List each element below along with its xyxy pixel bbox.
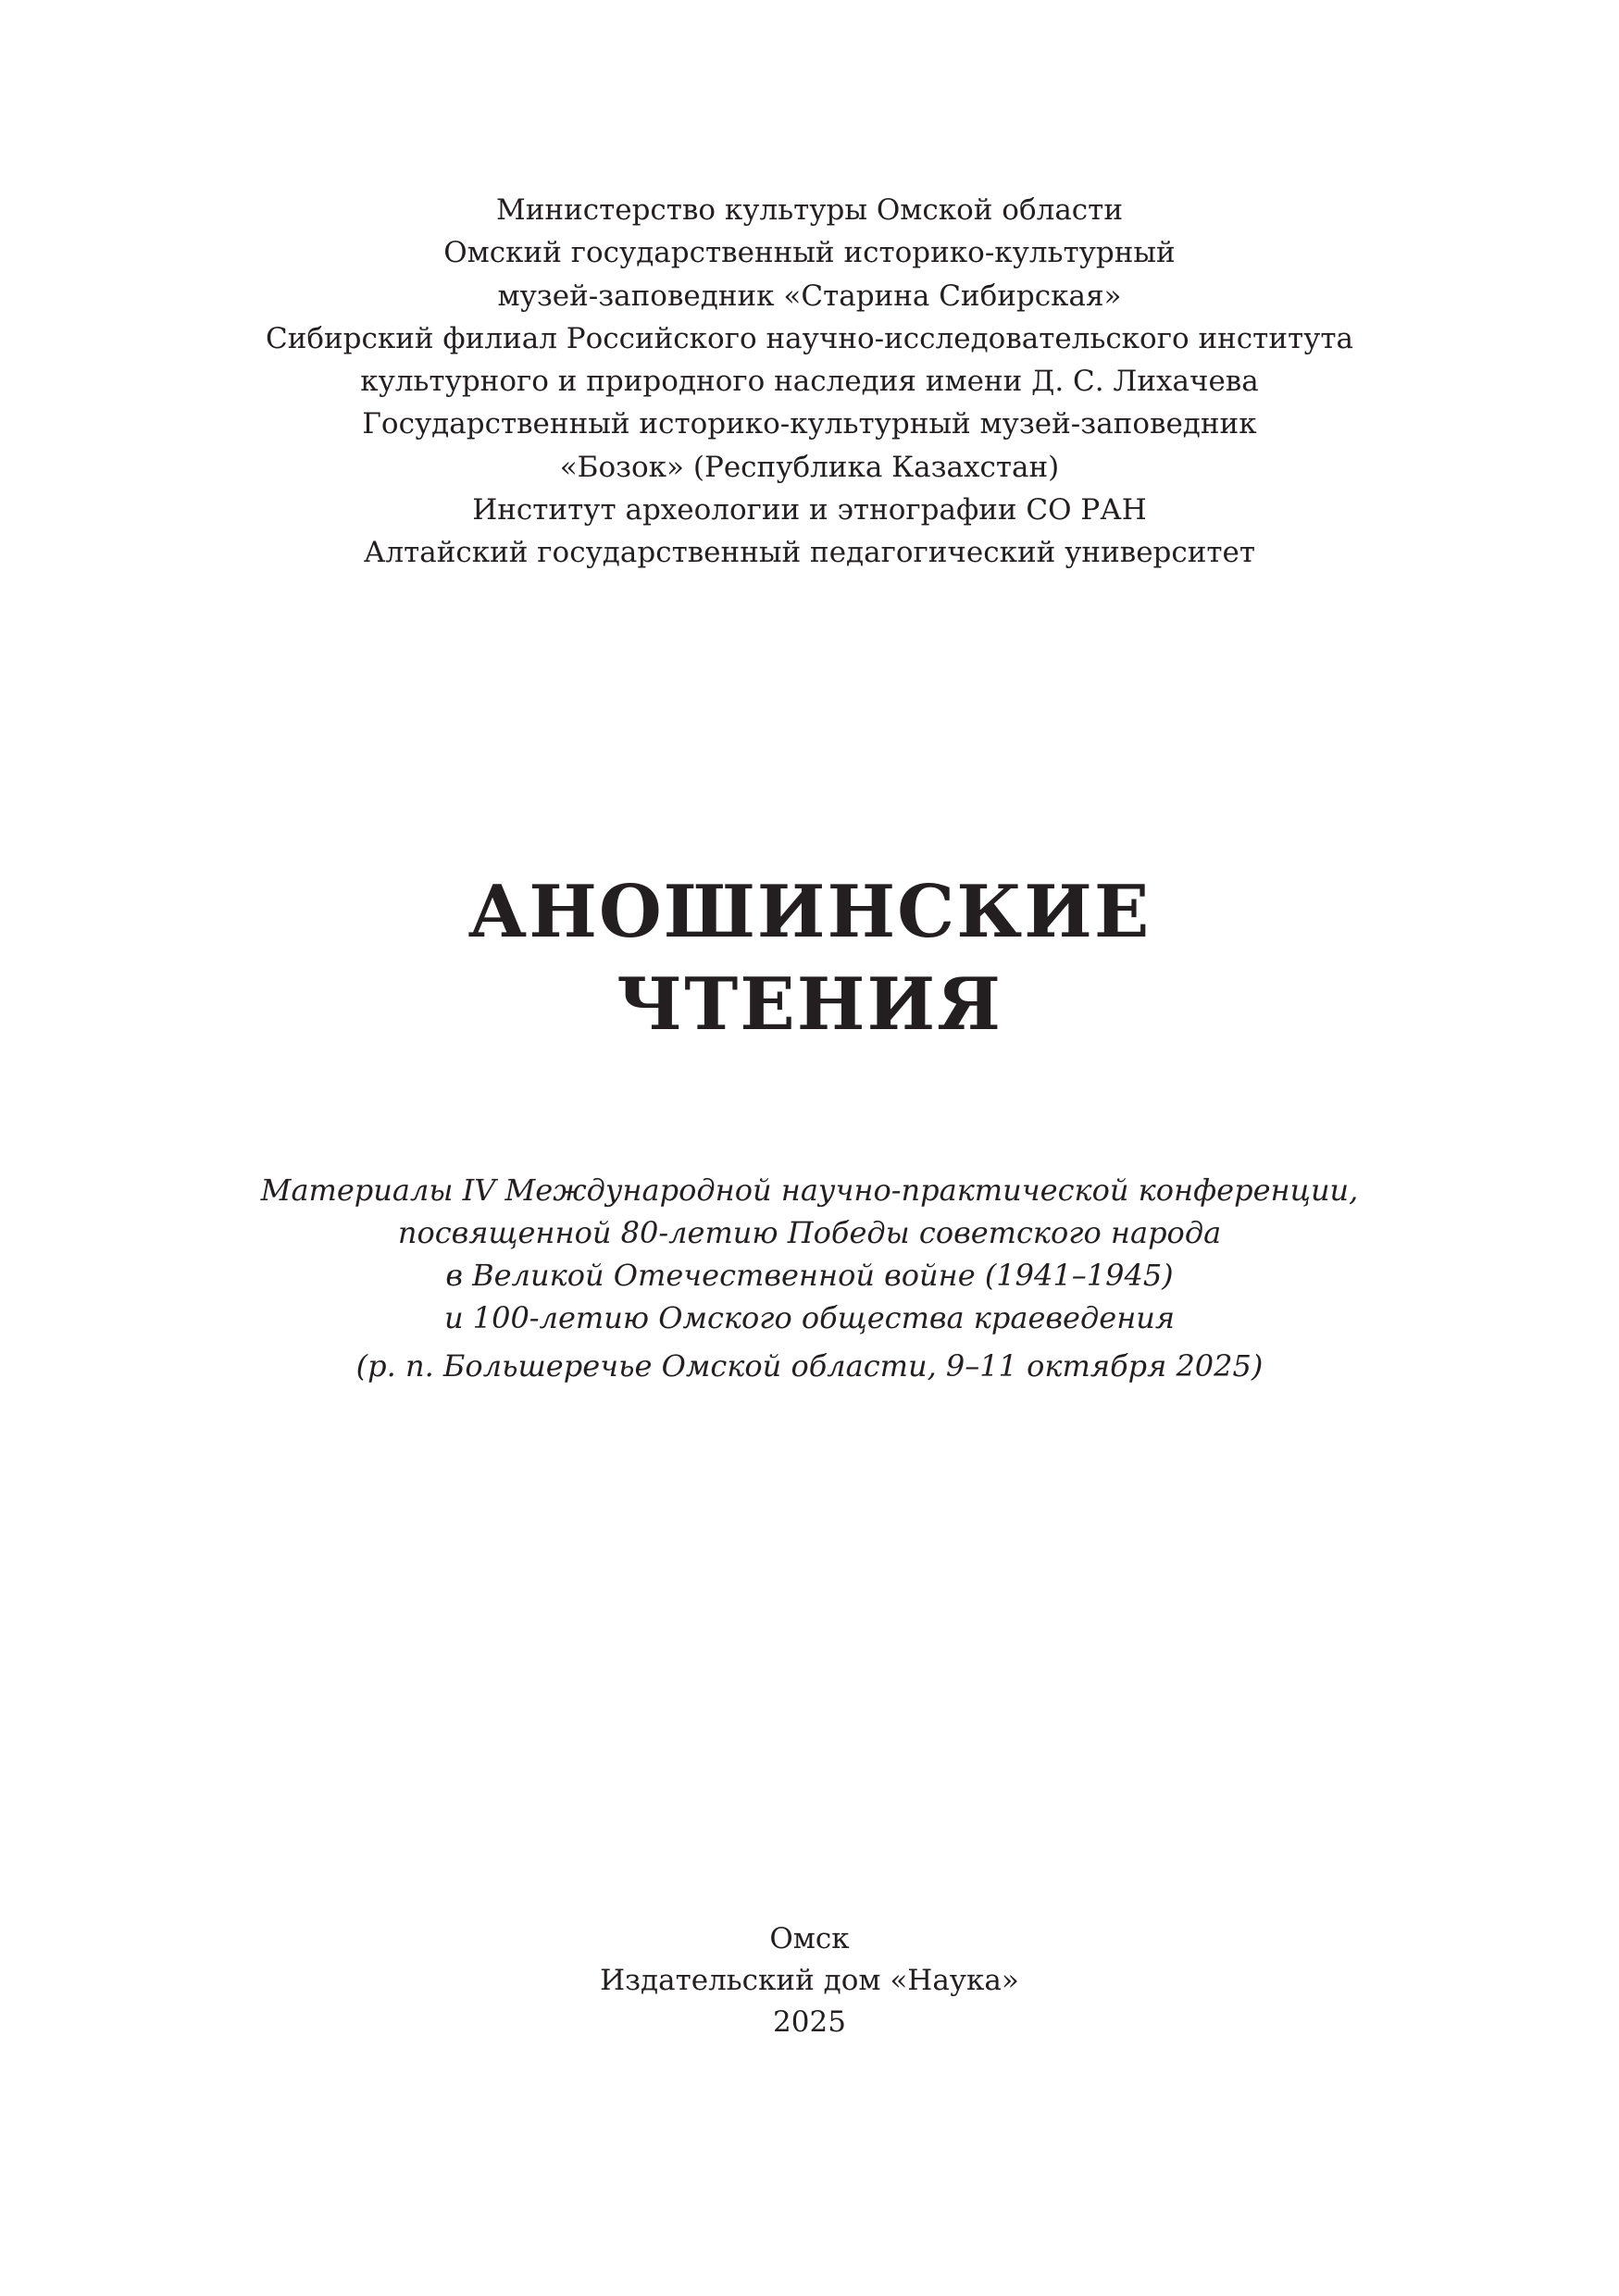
- imprint-publisher: Издательский дом «Наука»: [600, 1964, 1019, 1997]
- organization-line: Государственный историко-культурный музей-заповедник: [362, 407, 1257, 441]
- imprint: [0, 1918, 1619, 2043]
- conference-date-place: (р. п. Большеречье Омской области, 9–11 октября 2025): [355, 1348, 1264, 1384]
- imprint-year: 2025: [773, 2005, 846, 2039]
- organization-line: Министерство культуры Омской области: [496, 193, 1123, 227]
- subtitle-line: Материалы IV Международной научно-практической конференции,: [260, 1173, 1359, 1208]
- subtitle-line: в Великой Отечественной войне (1941–1945): [445, 1258, 1174, 1293]
- subtitle-line: и 100-летию Омского общества краеведения: [443, 1300, 1176, 1335]
- organizations-list: [0, 189, 1619, 575]
- book-subtitle: [0, 1169, 1619, 1387]
- subtitle-line: посвященной 80-летию Победы советского народа: [397, 1215, 1222, 1250]
- book-title-line-2: ЧТЕНИЯ: [616, 962, 1003, 1047]
- organization-line: Институт археологии и этнографии СО РАН: [472, 493, 1147, 527]
- organization-line: Алтайский государственный педагогический университет: [363, 536, 1256, 570]
- organization-line: «Бозок» (Республика Казахстан): [559, 450, 1060, 484]
- book-title-line-1: АНОШИНСКИЕ: [467, 870, 1152, 954]
- imprint-city: Омск: [769, 1922, 850, 1955]
- organization-line: музей-заповедник «Старина Сибирская»: [497, 279, 1122, 313]
- organization-line: Омский государственный историко-культурный: [443, 236, 1176, 270]
- organization-line: культурного и природного наследия имени Д. С. Лихачева: [360, 365, 1259, 399]
- organization-line: Сибирский филиал Российского научно-исследовательского института: [265, 321, 1354, 355]
- book-title: [0, 866, 1619, 1051]
